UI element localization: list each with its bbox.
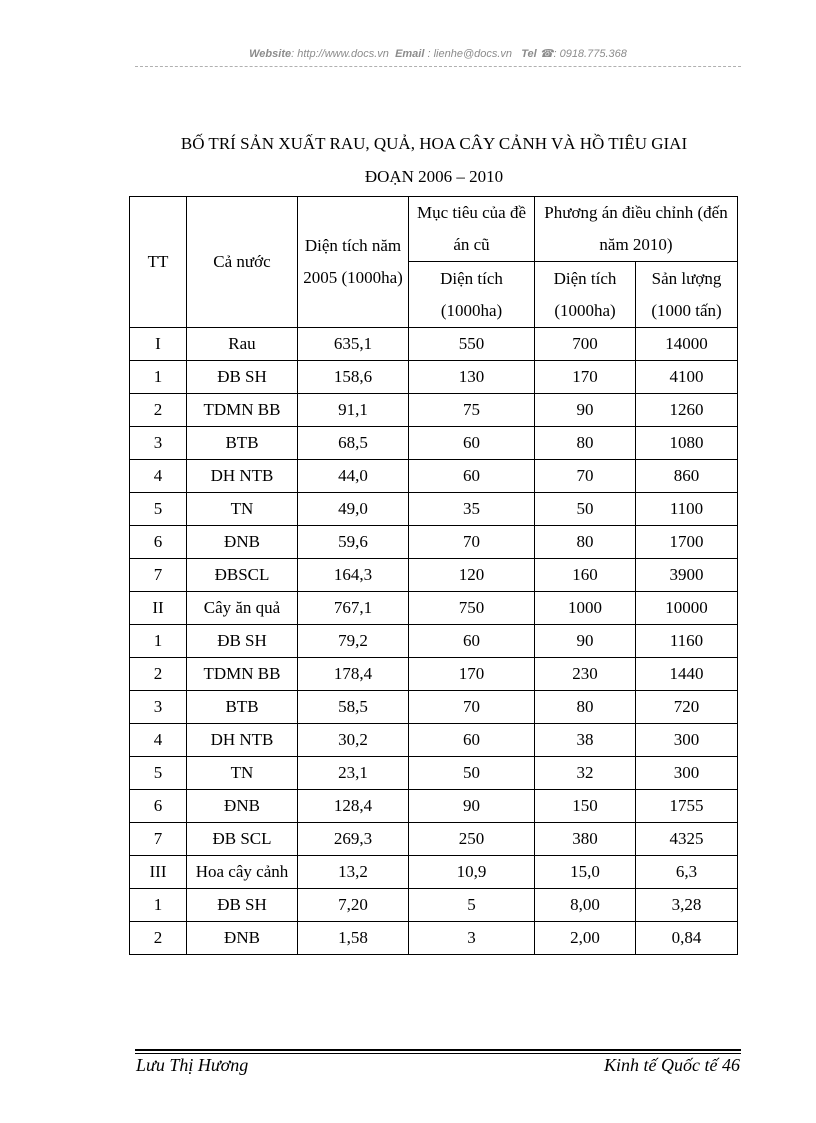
cell-region: ĐB SCL <box>187 823 298 856</box>
cell-plan-output: 1080 <box>636 427 738 460</box>
website-url[interactable]: : http://www.docs.vn <box>291 48 389 60</box>
cell-region: ĐNB <box>187 790 298 823</box>
cell-tt: 3 <box>130 691 187 724</box>
cell-target-area: 35 <box>409 493 535 526</box>
cell-area-2005: 1,58 <box>298 922 409 955</box>
cell-region: ĐB SH <box>187 889 298 922</box>
header-target-group: Mục tiêu của đề án cũ <box>409 197 535 262</box>
cell-region: BTB <box>187 691 298 724</box>
cell-plan-output: 860 <box>636 460 738 493</box>
cell-target-area: 120 <box>409 559 535 592</box>
cell-plan-area: 50 <box>535 493 636 526</box>
cell-plan-output: 1260 <box>636 394 738 427</box>
cell-plan-output: 1755 <box>636 790 738 823</box>
cell-plan-area: 150 <box>535 790 636 823</box>
cell-area-2005: 128,4 <box>298 790 409 823</box>
cell-target-area: 75 <box>409 394 535 427</box>
cell-region: ĐB SH <box>187 625 298 658</box>
header-area-2005: Diện tích năm 2005 (1000ha) <box>298 197 409 328</box>
cell-target-area: 90 <box>409 790 535 823</box>
cell-plan-area: 170 <box>535 361 636 394</box>
cell-plan-area: 15,0 <box>535 856 636 889</box>
cell-plan-output: 3,28 <box>636 889 738 922</box>
cell-region: ĐBSCL <box>187 559 298 592</box>
website-label: Website <box>249 48 292 60</box>
cell-region: BTB <box>187 427 298 460</box>
cell-plan-output: 6,3 <box>636 856 738 889</box>
cell-tt: 7 <box>130 559 187 592</box>
cell-tt: 7 <box>130 823 187 856</box>
cell-plan-area: 90 <box>535 625 636 658</box>
cell-tt: II <box>130 592 187 625</box>
cell-plan-output: 300 <box>636 757 738 790</box>
table-row <box>130 460 738 493</box>
cell-target-area: 130 <box>409 361 535 394</box>
cell-plan-area: 80 <box>535 526 636 559</box>
table-row <box>130 790 738 823</box>
cell-plan-area: 80 <box>535 427 636 460</box>
cell-area-2005: 49,0 <box>298 493 409 526</box>
cell-area-2005: 58,5 <box>298 691 409 724</box>
cell-tt: 4 <box>130 460 187 493</box>
production-table <box>129 196 738 955</box>
cell-area-2005: 767,1 <box>298 592 409 625</box>
tel-number: : 0918.775.368 <box>553 48 627 60</box>
cell-tt: 4 <box>130 724 187 757</box>
cell-region: TN <box>187 493 298 526</box>
cell-area-2005: 23,1 <box>298 757 409 790</box>
email-address[interactable]: : lienhe@docs.vn <box>427 48 513 60</box>
table-row <box>130 493 738 526</box>
table-row <box>130 691 738 724</box>
cell-plan-output: 4100 <box>636 361 738 394</box>
table-row <box>130 559 738 592</box>
footer-page-label: Kinh tế Quốc tế 46 <box>604 1055 740 1075</box>
cell-plan-area: 32 <box>535 757 636 790</box>
document-title-line2: ĐOẠN 2006 – 2010 <box>364 167 504 186</box>
cell-target-area: 60 <box>409 460 535 493</box>
cell-target-area: 750 <box>409 592 535 625</box>
cell-plan-area: 700 <box>535 328 636 361</box>
table-row <box>130 328 738 361</box>
table-row <box>130 361 738 394</box>
cell-region: TDMN BB <box>187 394 298 427</box>
document-title-line1: BỐ TRÍ SẢN XUẤT RAU, QUẢ, HOA CÂY CẢNH VÀ HỒ TIÊU GIAI <box>180 134 688 153</box>
header-plan-area: Diện tích (1000ha) <box>535 262 636 328</box>
cell-plan-area: 38 <box>535 724 636 757</box>
cell-plan-area: 70 <box>535 460 636 493</box>
table-row <box>130 625 738 658</box>
cell-area-2005: 91,1 <box>298 394 409 427</box>
table-row <box>130 757 738 790</box>
footer-author: Lưu Thị Hương <box>136 1055 249 1075</box>
cell-area-2005: 269,3 <box>298 823 409 856</box>
cell-plan-area: 80 <box>535 691 636 724</box>
cell-plan-output: 14000 <box>636 328 738 361</box>
cell-region: Rau <box>187 328 298 361</box>
table-row <box>130 658 738 691</box>
table-row <box>130 427 738 460</box>
header-plan-group: Phương án điều chỉnh (đến năm 2010) <box>535 197 738 262</box>
email-label: Email <box>395 48 425 60</box>
cell-tt: 6 <box>130 526 187 559</box>
cell-plan-output: 3900 <box>636 559 738 592</box>
cell-area-2005: 158,6 <box>298 361 409 394</box>
cell-tt: 5 <box>130 493 187 526</box>
cell-plan-output: 1440 <box>636 658 738 691</box>
cell-tt: 1 <box>130 625 187 658</box>
table-row <box>130 394 738 427</box>
table-row <box>130 724 738 757</box>
cell-target-area: 3 <box>409 922 535 955</box>
table-row <box>130 856 738 889</box>
cell-region: ĐNB <box>187 526 298 559</box>
cell-target-area: 60 <box>409 625 535 658</box>
cell-tt: III <box>130 856 187 889</box>
cell-region: Hoa cây cảnh <box>187 856 298 889</box>
cell-target-area: 50 <box>409 757 535 790</box>
cell-plan-area: 380 <box>535 823 636 856</box>
header-region: Cả nước <box>187 197 298 328</box>
cell-region: Cây ăn quả <box>187 592 298 625</box>
cell-area-2005: 79,2 <box>298 625 409 658</box>
cell-plan-output: 720 <box>636 691 738 724</box>
cell-target-area: 10,9 <box>409 856 535 889</box>
header-divider <box>135 66 741 67</box>
cell-target-area: 170 <box>409 658 535 691</box>
cell-area-2005: 13,2 <box>298 856 409 889</box>
cell-region: DH NTB <box>187 724 298 757</box>
cell-tt: I <box>130 328 187 361</box>
cell-tt: 3 <box>130 427 187 460</box>
cell-target-area: 60 <box>409 724 535 757</box>
cell-area-2005: 178,4 <box>298 658 409 691</box>
cell-tt: 5 <box>130 757 187 790</box>
phone-icon: ☎ <box>539 48 554 60</box>
cell-area-2005: 44,0 <box>298 460 409 493</box>
cell-plan-area: 8,00 <box>535 889 636 922</box>
cell-plan-output: 1100 <box>636 493 738 526</box>
cell-tt: 2 <box>130 394 187 427</box>
table-row <box>130 922 738 955</box>
cell-area-2005: 59,6 <box>298 526 409 559</box>
cell-region: ĐB SH <box>187 361 298 394</box>
cell-target-area: 550 <box>409 328 535 361</box>
header-target-area: Diện tích (1000ha) <box>409 262 535 328</box>
cell-plan-area: 1000 <box>535 592 636 625</box>
cell-plan-area: 160 <box>535 559 636 592</box>
page-header <box>135 47 741 60</box>
cell-area-2005: 30,2 <box>298 724 409 757</box>
cell-region: TDMN BB <box>187 658 298 691</box>
header-tt: TT <box>130 197 187 328</box>
cell-tt: 1 <box>130 889 187 922</box>
cell-target-area: 70 <box>409 691 535 724</box>
table-row <box>130 526 738 559</box>
tel-label: Tel <box>521 48 537 60</box>
cell-area-2005: 7,20 <box>298 889 409 922</box>
cell-area-2005: 164,3 <box>298 559 409 592</box>
cell-plan-output: 300 <box>636 724 738 757</box>
cell-area-2005: 635,1 <box>298 328 409 361</box>
cell-plan-output: 1160 <box>636 625 738 658</box>
cell-target-area: 70 <box>409 526 535 559</box>
cell-area-2005: 68,5 <box>298 427 409 460</box>
header-plan-output: Sản lượng (1000 tấn) <box>636 262 738 328</box>
cell-plan-output: 1700 <box>636 526 738 559</box>
cell-target-area: 60 <box>409 427 535 460</box>
footer-divider-thin <box>135 1053 741 1054</box>
cell-region: TN <box>187 757 298 790</box>
table-row <box>130 889 738 922</box>
table-header-row-1 <box>130 197 738 262</box>
footer-divider-thick <box>135 1049 741 1051</box>
cell-plan-area: 90 <box>535 394 636 427</box>
cell-region: DH NTB <box>187 460 298 493</box>
cell-target-area: 250 <box>409 823 535 856</box>
cell-target-area: 5 <box>409 889 535 922</box>
cell-tt: 2 <box>130 922 187 955</box>
cell-plan-output: 10000 <box>636 592 738 625</box>
cell-plan-area: 2,00 <box>535 922 636 955</box>
cell-tt: 1 <box>130 361 187 394</box>
table-row <box>130 823 738 856</box>
cell-plan-output: 4325 <box>636 823 738 856</box>
cell-tt: 2 <box>130 658 187 691</box>
table-row <box>130 592 738 625</box>
cell-plan-output: 0,84 <box>636 922 738 955</box>
cell-tt: 6 <box>130 790 187 823</box>
cell-region: ĐNB <box>187 922 298 955</box>
cell-plan-area: 230 <box>535 658 636 691</box>
